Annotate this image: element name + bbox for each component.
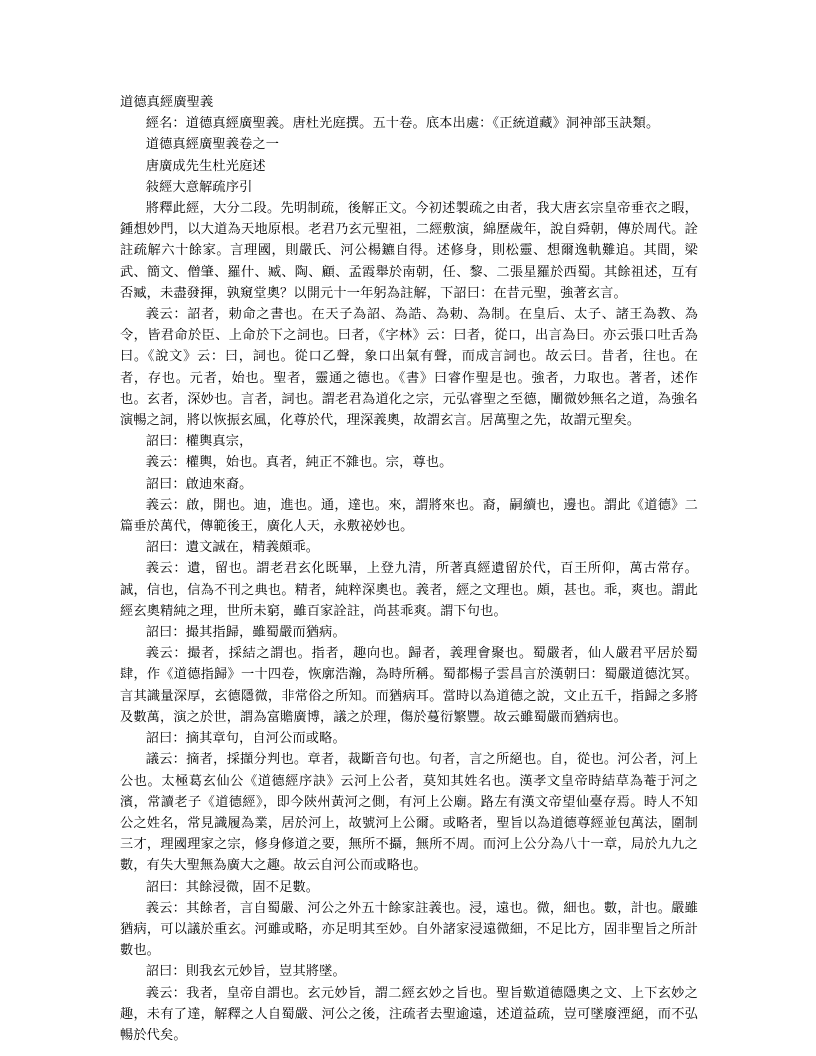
volume-line: 道德真經廣聖義卷之一: [145, 137, 280, 153]
text-block: [120, 92, 698, 1046]
paragraph: 將釋此經，大分二段。先明制疏，後解正文。今初述製疏之由者，我大唐玄宗皇帝垂衣之暇，鍾想妙門，以大道為天地原根。老君乃玄元聖祖，二經敷演，綿歷歲年，說自舜朝，傳於周代。詮註疏解六十餘家。言理國，則嚴氏、河公楊鑣自得。述修身，則松靈、想爾逸軌難追。其間，梁武、簡文、僧肇、羅什、臧、陶、顧、孟霞舉於南朝，任、黎、二張星羅於西蜀。其餘祖述，互有否臧，未盡發揮，孰窺堂奧？以開元十一年躬為註解，下詔曰：在昔元聖，強著玄言。: [120, 201, 698, 301]
paragraph: 詔曰：遺文誠在，精義頗乖。: [145, 540, 320, 556]
paragraph: 義云：其餘者，言自蜀嚴、河公之外五十餘家註義也。浸，遠也。微，細也。數，計也。嚴雖猶病，可以議於重玄。河雖或略，亦足明其至妙。自外諸家浸遠微細，不足比方，固非聖旨之所計數也。: [120, 900, 698, 959]
author-line: 唐廣成先生杜光庭述: [145, 158, 266, 174]
paragraph: 詔曰：啟迪來裔。: [145, 476, 253, 492]
paragraph: 義云：遺，留也。謂老君玄化既畢，上登九清，所著真經遺留於代，百王所仰，萬古常存。誠，信也，信為不刊之典也。精者，純粹深奧也。義者，經之文理也。頗，甚也。乖，爽也。謂此經玄奧精純之理，世所未窮，雖百家詮註，尚甚乖爽。謂下句也。: [120, 561, 698, 619]
paragraph: 詔曰：則我玄元妙旨，豈其將墜。: [145, 964, 346, 980]
paragraph: 議云：摘者，採擷分判也。章者，裁斷音句也。句者，言之所絕也。自，從也。河公者，河上公也。太極葛玄仙公《道德經序訣》云河上公者，莫知其姓名也。漢孝文皇帝時結草為菴于河之濱，常讀老子《道德經》，即今陝州黃河之側，有河上公廟。路左有漢文帝望仙臺存焉。時人不知公之姓名，常見識履為業，居於河上，故號河上公爾。或略者，聖旨以為道德尊經並包萬法，圍制三才，理國理家之宗，修身修道之要，無所不攝，無所不周。而河上公分為八十一章，局於九九之數，有失大聖無為廣大之趣。故云自河公而或略也。: [120, 752, 698, 874]
document-title: 道德真經廣聖義: [120, 95, 214, 110]
paragraph: 義云：詔者，勅命之書也。在天子為詔、為誥、為勅、為制。在皇后、太子、諸王為教、為令，皆君命於臣、上命於下之詞也。曰者，《字林》云：曰者，從口，出言為曰。亦云張口吐舌為曰。《說文》云：曰，詞也。從口乙聲，象口出氣有聲，而成言詞也。故云曰。昔者，往也。在者，存也。元者，始也。聖者，靈通之德也。《書》曰睿作聖是也。強者，力取也。著者，述作也。玄者，深妙也。言者，詞也。謂老君為道化之宗，元弘睿聖之至德，闡微妙無名之道，為強名演暢之詞，將以恢振玄風，化尊於代，理深義奧，故謂玄言。居萬聖之先，故謂元聖矣。: [120, 307, 698, 429]
paragraph: 義云：我者，皇帝自謂也。玄元妙旨，謂二經玄妙之旨也。聖旨歎道德隱奧之文、上下玄妙之趣，未有了達，解釋之人自蜀嚴、河公之後，注疏者去聖逾遠，述道益疏，豈可墜廢湮絕，而不弘暢於代矣。: [120, 985, 698, 1043]
section-heading: 敍經大意解疏序引: [145, 179, 253, 195]
paragraph: 義云：撮者，採結之謂也。指者，趣向也。歸者，義理會聚也。蜀嚴者，仙人嚴君平居於蜀肆，作《道德指歸》一十四卷，恢廓浩瀚，為時所稱。蜀都楊子雲昌言於漢朝曰：蜀嚴道德沈冥。言其識量深厚，玄德隱微，非常俗之所知。而猶病耳。當時以為道德之說，文止五千，指歸之多將及數萬，演之於世，謂為富贍廣博，議之於理，傷於蔓衍繁豐。故云雖蜀嚴而猶病也。: [120, 646, 698, 725]
metadata-line: 經名：道德真經廣聖義。唐杜光庭撰。五十卷。底本出處：《正統道藏》洞神部玉訣類。: [145, 116, 660, 132]
paragraph: 詔曰：摘其章句，自河公而或略。: [145, 731, 346, 747]
paragraph: 義云：權輿，始也。真者，純正不雜也。宗，尊也。: [145, 455, 453, 471]
paragraph: 義云：啟，開也。迪，進也。通，達也。來，謂將來也。裔，嗣續也，邊也。謂此《道德》二篇垂於萬代，傳範後王，廣化人天，永敷祕妙也。: [120, 497, 698, 535]
paragraph: 詔曰：撮其指歸，雖蜀嚴而猶病。: [145, 625, 346, 641]
paragraph: 詔曰：其餘浸微，固不足數。: [145, 879, 320, 895]
paragraph: 詔曰：權輿真宗，: [145, 434, 253, 450]
